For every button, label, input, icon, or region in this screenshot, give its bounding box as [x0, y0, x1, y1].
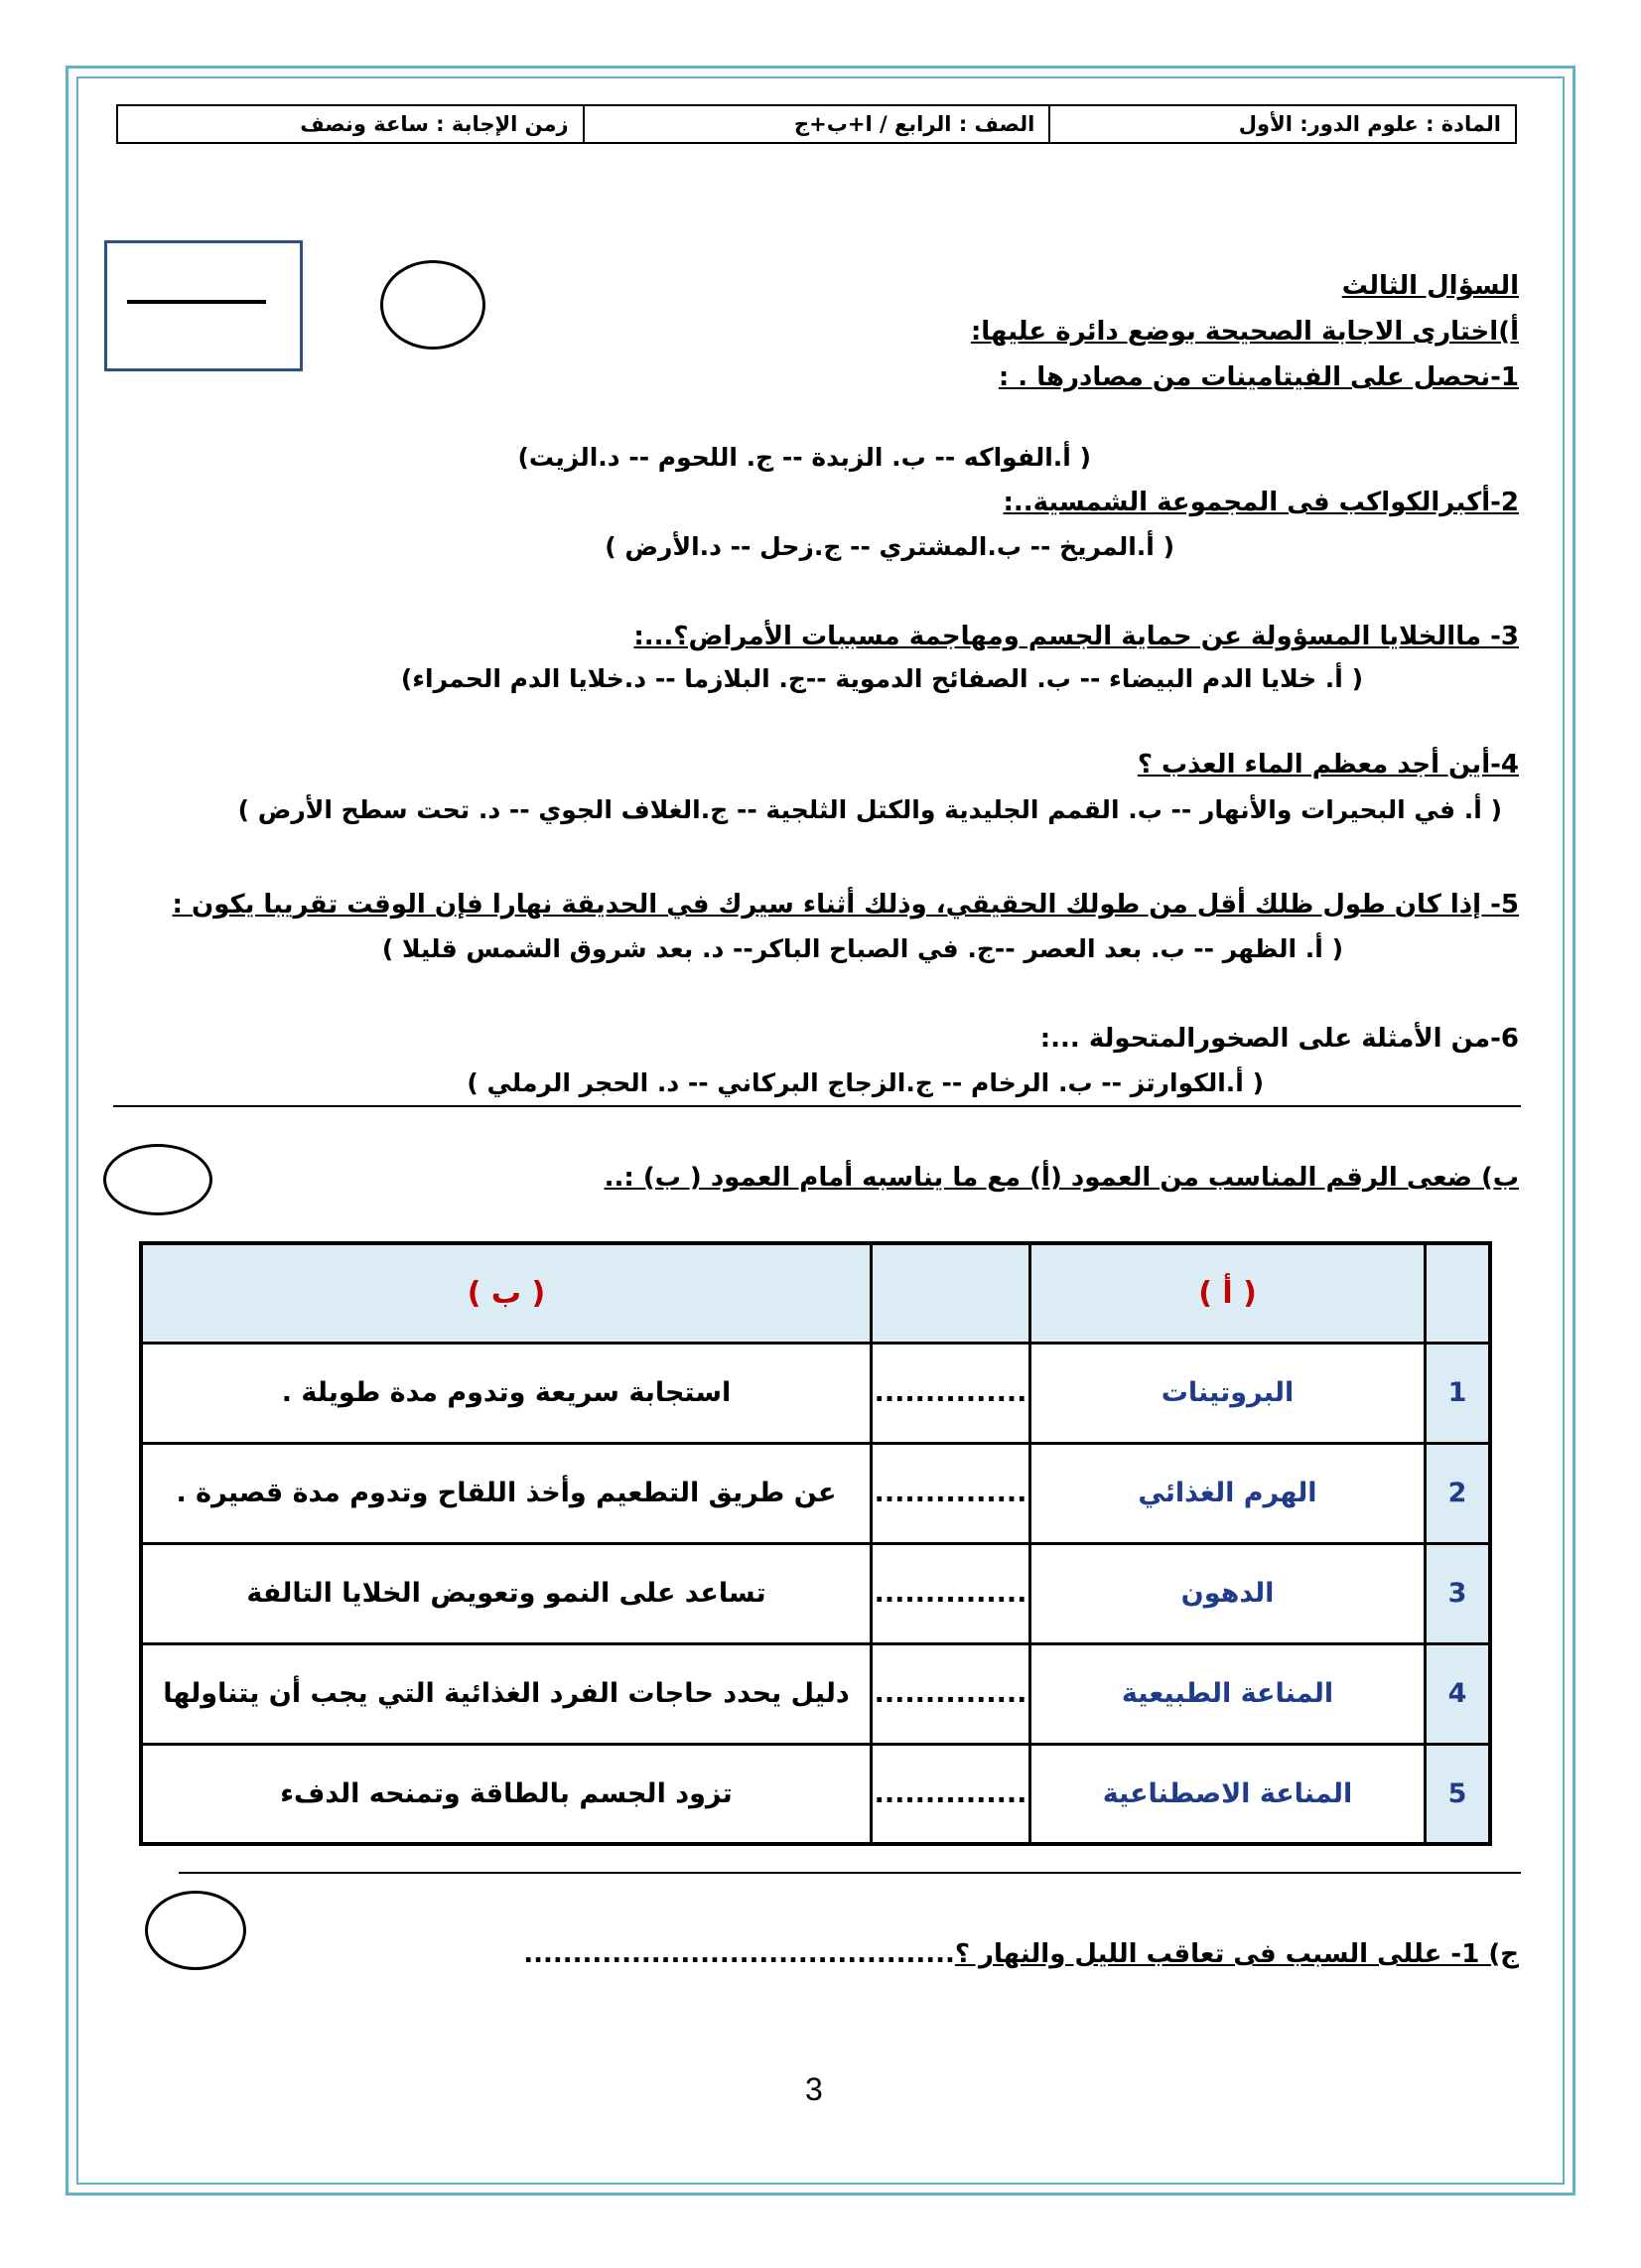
divider-2 [179, 1872, 1521, 1874]
question-3-stem: 3- ماالخلايا المسؤولة عن حماية الجسم ومهاجمة مسببات الأمراض؟...: [633, 622, 1519, 651]
column-a-item: البروتينات [1030, 1343, 1426, 1443]
column-a-item: المناعة الاصطناعية [1030, 1744, 1426, 1844]
page-number: 3 [805, 2071, 823, 2107]
question-4-options: ( أ. في البحيرات والأنهار -- ب. القمم الجليدية والكتل الثلجية -- ج.الغلاف الجوي -- د. تحت سطح الأرض ) [237, 795, 1502, 824]
column-b-item: تزود الجسم بالطاقة وتمنحه الدفء [141, 1744, 872, 1844]
header-subject: المادة : علوم الدور: الأول [1048, 106, 1515, 142]
question-1-stem: 1-نحصل على الفيتامينات من مصادرها . : [998, 362, 1519, 392]
column-a-item: الهرم الغذائي [1030, 1443, 1426, 1543]
score-circle-c [145, 1891, 246, 1970]
answer-blank[interactable]: ............... [872, 1443, 1030, 1543]
question-2-options: ( أ.المريخ -- ب.المشتري -- ج.زحل -- د.الأرض ) [605, 532, 1174, 561]
score-circle-a [380, 260, 485, 350]
part-c-answer-line[interactable]: ............................................ [523, 1939, 955, 1969]
question-3-options: ( أ. خلايا الدم البيضاء -- ب. الصفائح الدموية --ج. البلازما -- د.خلايا الدم الحمراء) [400, 664, 1363, 693]
answer-blank[interactable]: ............... [872, 1543, 1030, 1643]
question-5-options: ( أ. الظهر -- ب. بعد العصر --ج. في الصباح الباكر-- د. بعد شروق الشمس قليلا ) [381, 934, 1343, 963]
question-6-stem: 6-من الأمثلة على الصخورالمتحولة ...: [1039, 1024, 1519, 1054]
column-b-item: عن طريق التطعيم وأخذ اللقاح وتدوم مدة قصيرة . [141, 1443, 872, 1543]
answer-blank[interactable]: ............... [872, 1643, 1030, 1744]
score-box-line [127, 300, 266, 304]
header-answer-cell [872, 1243, 1030, 1343]
header-time: زمن الإجابة : ساعة ونصف [300, 112, 569, 136]
question-1-options: ( أ.الفواكه -- ب. الزبدة -- ج. اللحوم -- د.الزيت) [517, 443, 1091, 472]
answer-blank[interactable]: ............... [872, 1343, 1030, 1443]
header-column-a: ( أ ) [1030, 1243, 1426, 1343]
part-a-instruction: أ)اختارى الاجابة الصحيحة بوضع دائرة عليها: [970, 317, 1519, 347]
score-circle-b [103, 1144, 212, 1215]
row-number: 3 [1426, 1543, 1491, 1643]
part-b-instruction: ب) ضعى الرقم المناسب من العمود (أ) مع ما يناسبه أمام العمود ( ب) :.. [604, 1163, 1519, 1193]
table-row [141, 1744, 1490, 1844]
table-row [141, 1343, 1490, 1443]
exam-header [116, 104, 1517, 144]
question-4-stem: 4-أين أجد معظم الماء العذب ؟ [1137, 750, 1519, 780]
row-number: 2 [1426, 1443, 1491, 1543]
row-number: 4 [1426, 1643, 1491, 1744]
matching-table [139, 1241, 1492, 1846]
part-c-question: ج) 1- عللى السبب فى تعاقب الليل والنهار ؟............................................ [523, 1939, 1519, 1969]
section-title: السؤال الثالث [1341, 271, 1519, 301]
answer-blank[interactable]: ............... [872, 1744, 1030, 1844]
column-b-item: استجابة سريعة وتدوم مدة طويلة . [141, 1343, 872, 1443]
divider-1 [113, 1105, 1521, 1107]
table-row [141, 1643, 1490, 1744]
column-b-item: دليل يحدد حاجات الفرد الغذائية التي يجب أن يتناولها [141, 1643, 872, 1744]
header-num-cell [1426, 1243, 1491, 1343]
question-2-stem: 2-أكبرالكواكب فى المجموعة الشمسية..: [1003, 488, 1519, 517]
question-5-stem: 5- إذا كان طول ظلك أقل من طولك الحقيقي، وذلك أثناء سيرك في الحديقة نهارا فإن الوقت تقريبا يكون : [172, 890, 1519, 920]
header-column-b: ( ب ) [141, 1243, 872, 1343]
table-row [141, 1443, 1490, 1543]
header-grade: الصف : الرابع / ا+ب+ج [583, 106, 1049, 142]
row-number: 1 [1426, 1343, 1491, 1443]
column-b-item: تساعد على النمو وتعويض الخلايا التالفة [141, 1543, 872, 1643]
column-a-item: الدهون [1030, 1543, 1426, 1643]
score-box [104, 240, 303, 371]
table-header-row [141, 1243, 1490, 1343]
table-row [141, 1543, 1490, 1643]
row-number: 5 [1426, 1744, 1491, 1844]
column-a-item: المناعة الطبيعية [1030, 1643, 1426, 1744]
question-6-options: ( أ.الكوارتز -- ب. الرخام -- ج.الزجاج البركاني -- د. الحجر الرملي ) [467, 1068, 1264, 1097]
